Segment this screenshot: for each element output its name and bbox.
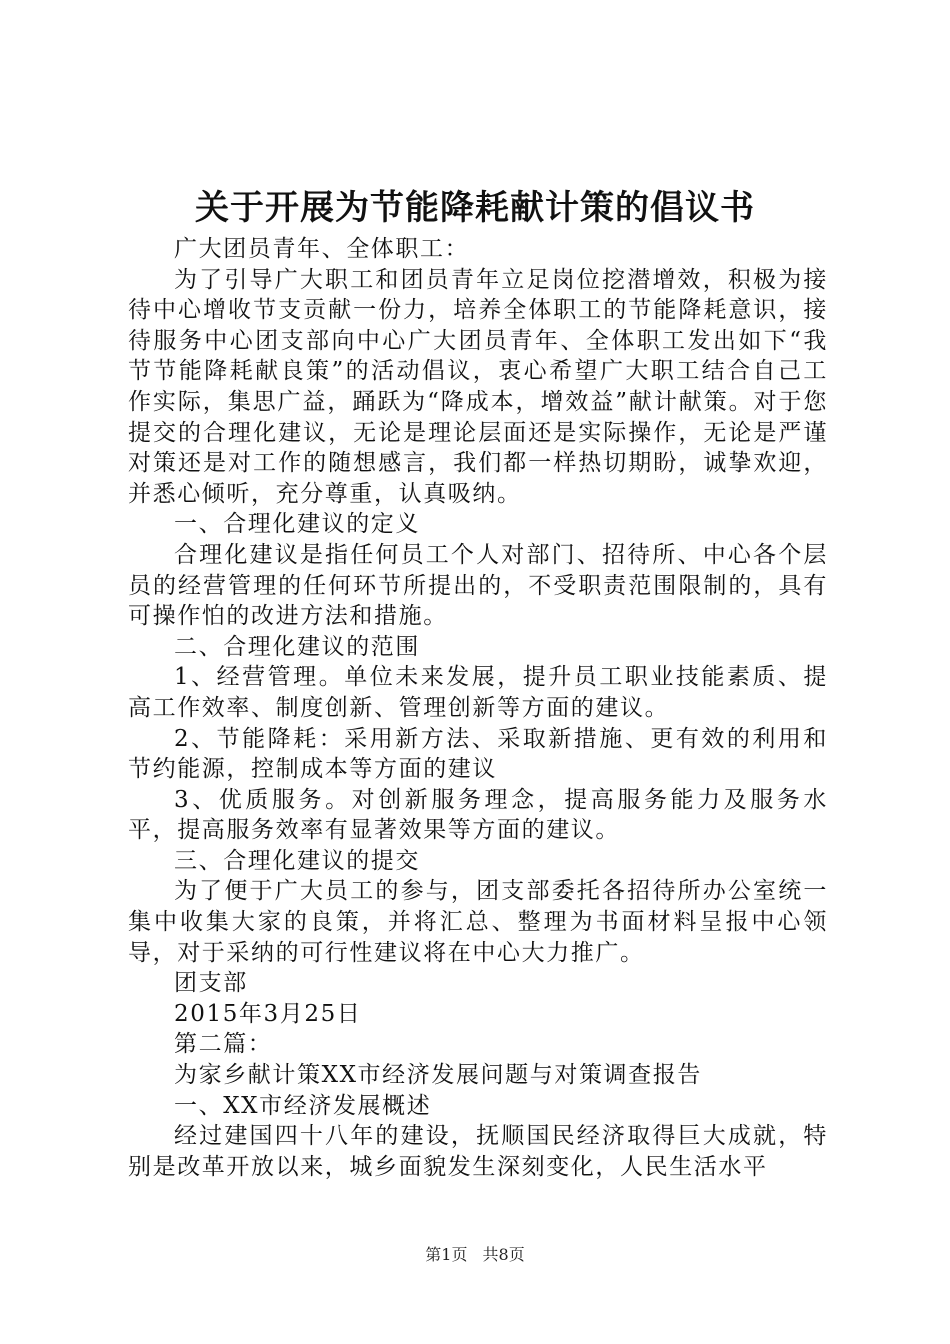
paragraph-intro: 为了引导广大职工和团员青年立足岗位挖潜增效，积极为接待中心增收节支贡献一份力，培养全体职工的节能降耗意识，接待服务中心团支部向中心广大团员青年、全体职工发出如下“我节节能降耗献良策”的活动倡议，衷心希望广大职工结合自己工作实际，集思广益，踊跃为“降成本，增效益”献计献策。对于您提交的合理化建议，无论是理论层面还是实际操作，无论是严谨对策还是对工作的随想感言，我们都一样热切期盼，诚挚欢迎，并悉心倾听，充分尊重，认真吸纳。: [128, 266, 828, 507]
report-title: 为家乡献计策XX市经济发展问题与对策调查报告: [174, 1062, 702, 1089]
report-paragraph: 经过建国四十八年的建设，抚顺国民经济取得巨大成就，特别是改革开放以来，城乡面貌发生深刻变化，人民生活水平: [128, 1123, 828, 1180]
paragraph-scope-item-3: 3、优质服务。对创新服务理念，提高服务能力及服务水平，提高服务效率有显著效果等方面的建议。: [128, 786, 828, 844]
page-total: 共8页: [482, 1245, 525, 1264]
document-body: [128, 234, 828, 1182]
paragraph-definition: 合理化建议是指任何员工个人对部门、招待所、中心各个层员的经营管理的任何环节所提出的，不受职责范围限制的，具有可操作怕的改进方法和措施。: [128, 541, 828, 630]
salutation: 广大团员青年、全体职工：: [174, 236, 470, 262]
part-two-heading: 第二篇：: [174, 1031, 273, 1058]
paragraph-scope-item-2: 2、节能降耗：采用新方法、采取新措施、更有效的利用和节约能源，控制成本等方面的建议: [128, 725, 828, 783]
section-heading-submission: 三、合理化建议的提交: [174, 847, 420, 874]
document-title: 关于开展为节能降耗献计策的倡议书: [195, 188, 755, 228]
paragraph-submission: 为了便于广大员工的参与，团支部委托各招待所办公室统一集中收集大家的良策，并将汇总、整理为书面材料呈报中心领导，对于采纳的可行性建议将在中心大力推广。: [128, 878, 828, 966]
date: 2015年3月25日: [174, 1000, 362, 1027]
report-section-heading: 一、XX市经济发展概述: [174, 1092, 432, 1119]
section-heading-definition: 一、合理化建议的定义: [174, 511, 420, 538]
paragraph-scope-item-1: 1、经营管理。单位未来发展，提升员工职业技能素质、提高工作效率、制度创新、管理创新等方面的建议。: [128, 664, 828, 721]
signature: 团支部: [174, 970, 248, 997]
section-heading-scope: 二、合理化建议的范围: [174, 633, 420, 660]
page-number: 第1页: [425, 1245, 468, 1264]
page-footer: [0, 1245, 950, 1265]
